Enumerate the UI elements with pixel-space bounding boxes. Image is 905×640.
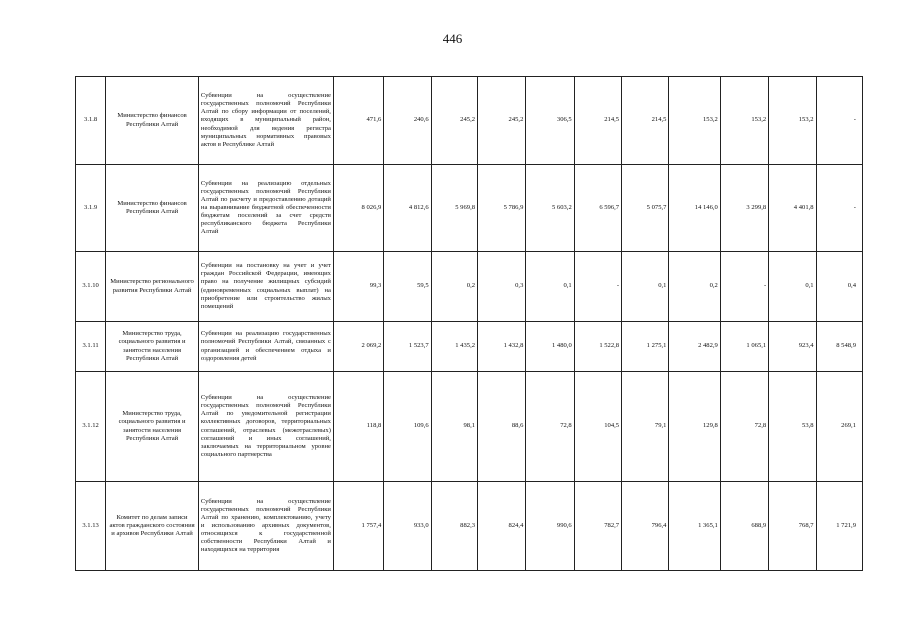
amount-cell: 5 603,2 <box>526 165 574 252</box>
subvention-description: Субвенции на осуществление государственных полномочий Республики Алтай по уведомительной регистрации коллективных договоров, территориальных соглашений, отраслевых (межотраслевых) соглашений и иных соглашений, заключаемых на территориальном уровне социального партнерства <box>198 372 333 482</box>
amount-cell: 104,5 <box>574 372 621 482</box>
row-number: 3.1.11 <box>76 322 106 372</box>
amount-cell: 109,6 <box>384 372 431 482</box>
row-number: 3.1.8 <box>76 77 106 165</box>
amount-cell: 118,8 <box>333 372 383 482</box>
amount-cell: 6 596,7 <box>574 165 621 252</box>
amount-cell: 2 069,2 <box>333 322 383 372</box>
amount-cell: 214,5 <box>574 77 621 165</box>
budget-table <box>75 76 863 571</box>
amount-cell: 0,1 <box>526 252 574 322</box>
amount-cell: 59,5 <box>384 252 431 322</box>
amount-cell: 14 146,0 <box>669 165 720 252</box>
amount-cell: 79,1 <box>622 372 669 482</box>
responsible-ministry: Министерство регионального развития Республики Алтай <box>106 252 199 322</box>
amount-cell: 53,8 <box>769 372 816 482</box>
amount-cell: 306,5 <box>526 77 574 165</box>
amount-cell: - <box>720 252 768 322</box>
subvention-description: Субвенции на осуществление государственных полномочий Республики Алтай по хранению, комплектованию, учету и использованию архивных документов, относящихся к государственной собственности Республики Алтай и находящихся на территория <box>198 482 333 571</box>
row-number: 3.1.9 <box>76 165 106 252</box>
amount-cell: - <box>574 252 621 322</box>
amount-cell: 0,4 <box>816 252 862 322</box>
subvention-description: Субвенции на осуществление государственных полномочий Республики Алтай по сбору информации от поселений, входящих в муниципальный район, необходимой для ведения регистра муниципальных нормативных правовых актов в Республике Алтай <box>198 77 333 165</box>
row-number: 3.1.12 <box>76 372 106 482</box>
amount-cell: 2 482,9 <box>669 322 720 372</box>
amount-cell: 5 969,8 <box>431 165 477 252</box>
amount-cell: 1 757,4 <box>333 482 383 571</box>
table-row <box>76 165 863 252</box>
amount-cell: 796,4 <box>622 482 669 571</box>
amount-cell: 1 435,2 <box>431 322 477 372</box>
amount-cell: 933,0 <box>384 482 431 571</box>
responsible-ministry: Министерство труда, социального развития и занятости населения Республики Алтай <box>106 372 199 482</box>
table-row <box>76 252 863 322</box>
subvention-description: Субвенции на реализацию отдельных государственных полномочий Республики Алтай по расчету и предоставлению дотаций на выравнивание бюджетной обеспеченности бюджетам поселений за счет средств республиканского бюджета Республики Алтай <box>198 165 333 252</box>
responsible-ministry: Министерство финансов Республики Алтай <box>106 165 199 252</box>
row-number: 3.1.10 <box>76 252 106 322</box>
responsible-ministry: Комитет по делам записи актов гражданского состояния и архивов Республики Алтай <box>106 482 199 571</box>
amount-cell: 1 065,1 <box>720 322 768 372</box>
amount-cell: 8 026,9 <box>333 165 383 252</box>
amount-cell: 269,1 <box>816 372 862 482</box>
amount-cell: 0,1 <box>622 252 669 322</box>
amount-cell: 1 522,8 <box>574 322 621 372</box>
amount-cell: 768,7 <box>769 482 816 571</box>
amount-cell: 240,6 <box>384 77 431 165</box>
table-row <box>76 482 863 571</box>
amount-cell: 129,8 <box>669 372 720 482</box>
subvention-description: Субвенции на реализацию государственных полномочий Республики Алтай, связанных с организацией и обеспечением отдыха и оздоровления детей <box>198 322 333 372</box>
amount-cell: 8 548,9 <box>816 322 862 372</box>
amount-cell: 72,8 <box>526 372 574 482</box>
amount-cell: 4 812,6 <box>384 165 431 252</box>
table-row <box>76 322 863 372</box>
amount-cell: 471,6 <box>333 77 383 165</box>
amount-cell: 1 523,7 <box>384 322 431 372</box>
amount-cell: 153,2 <box>720 77 768 165</box>
amount-cell: 782,7 <box>574 482 621 571</box>
amount-cell: 0,2 <box>669 252 720 322</box>
table-row <box>76 372 863 482</box>
amount-cell: 153,2 <box>769 77 816 165</box>
amount-cell: 0,2 <box>431 252 477 322</box>
amount-cell: 3 299,8 <box>720 165 768 252</box>
table-row <box>76 77 863 165</box>
amount-cell: 153,2 <box>669 77 720 165</box>
amount-cell: 214,5 <box>622 77 669 165</box>
amount-cell: 1 275,1 <box>622 322 669 372</box>
amount-cell: 88,6 <box>478 372 526 482</box>
row-number: 3.1.13 <box>76 482 106 571</box>
amount-cell: 0,3 <box>478 252 526 322</box>
amount-cell: 98,1 <box>431 372 477 482</box>
amount-cell: 5 075,7 <box>622 165 669 252</box>
responsible-ministry: Министерство труда, социального развития и занятости населения Республики Алтай <box>106 322 199 372</box>
amount-cell: 1 365,1 <box>669 482 720 571</box>
amount-cell: 245,2 <box>431 77 477 165</box>
amount-cell: 990,6 <box>526 482 574 571</box>
amount-cell: 688,9 <box>720 482 768 571</box>
amount-cell: 1 432,8 <box>478 322 526 372</box>
page-number: 446 <box>442 31 463 46</box>
amount-cell: 882,3 <box>431 482 477 571</box>
amount-cell: 824,4 <box>478 482 526 571</box>
amount-cell: 0,1 <box>769 252 816 322</box>
amount-cell: 1 721,9 <box>816 482 862 571</box>
amount-cell: 99,3 <box>333 252 383 322</box>
responsible-ministry: Министерство финансов Республики Алтай <box>106 77 199 165</box>
amount-cell: 5 786,9 <box>478 165 526 252</box>
amount-cell: 4 401,8 <box>769 165 816 252</box>
amount-cell: - <box>816 165 862 252</box>
amount-cell: - <box>816 77 862 165</box>
amount-cell: 72,8 <box>720 372 768 482</box>
amount-cell: 923,4 <box>769 322 816 372</box>
amount-cell: 1 480,0 <box>526 322 574 372</box>
amount-cell: 245,2 <box>478 77 526 165</box>
subvention-description: Субвенции на постановку на учет и учет граждан Российской Федерации, имеющих право на получение жилищных субсидий (единовременных социальных выплат) на приобретение или строительство жилых помещений <box>198 252 333 322</box>
